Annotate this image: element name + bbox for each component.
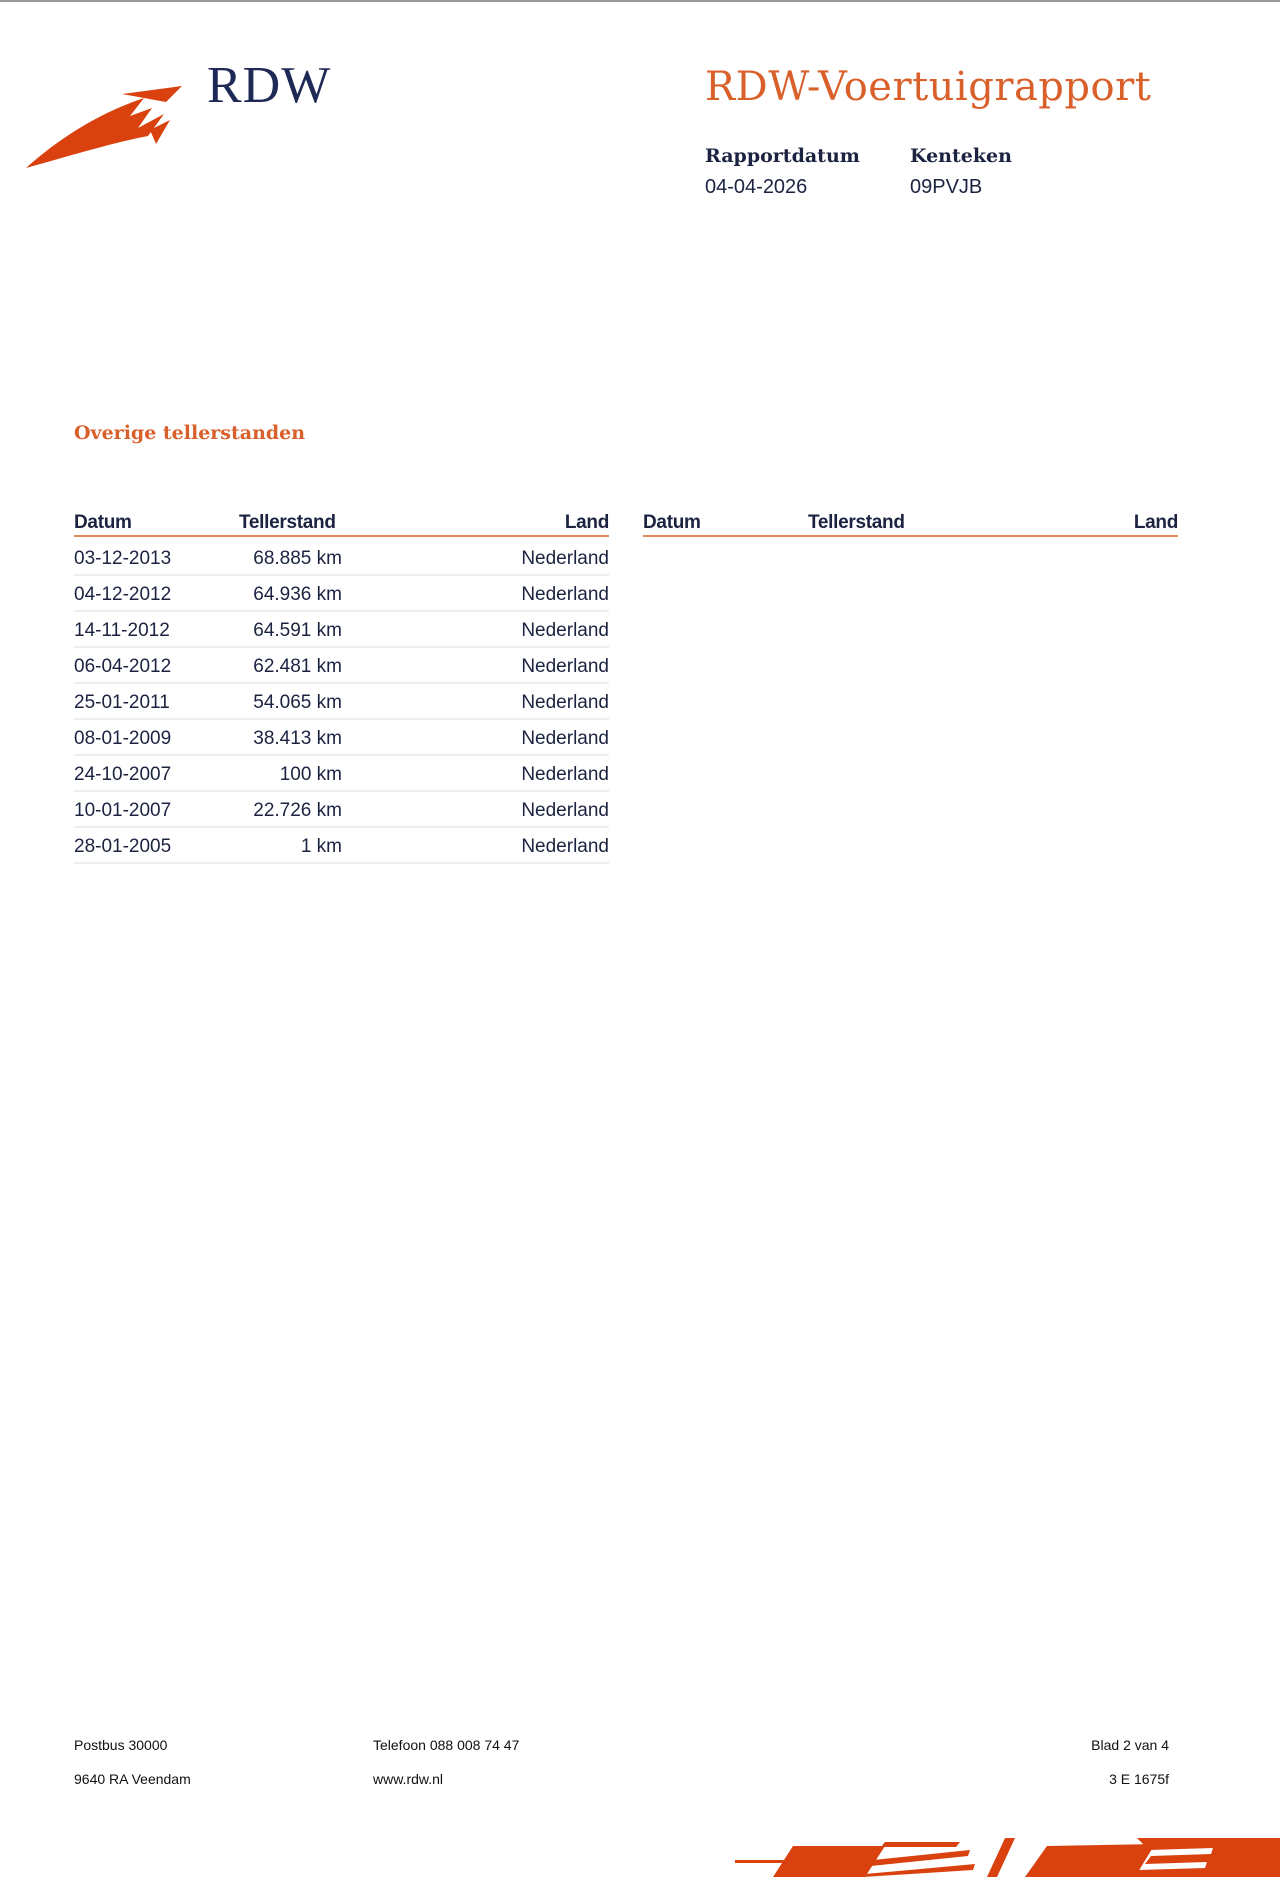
top-border	[0, 0, 1280, 2]
cell-tellerstand: 22.726 km	[253, 800, 342, 821]
plate-label: Kenteken	[910, 145, 1012, 167]
column-header-datum: Datum	[643, 512, 701, 533]
table-row	[74, 828, 609, 864]
table-header	[643, 511, 1178, 537]
cell-datum: 28-01-2005	[74, 836, 172, 857]
report-title: RDW-Voertuigrapport	[705, 64, 1152, 110]
cell-tellerstand: 64.936 km	[253, 584, 342, 605]
table-row	[74, 792, 609, 828]
table-row	[74, 540, 609, 576]
footer-address-line2: 9640 RA Veendam	[74, 1771, 191, 1787]
rdw-logo-text: RDW	[207, 57, 332, 114]
footer-address-line1: Postbus 30000	[74, 1737, 168, 1753]
column-header-tellerstand: Tellerstand	[239, 512, 336, 533]
cell-land: Nederland	[521, 584, 609, 605]
cell-tellerstand: 38.413 km	[253, 728, 342, 749]
cell-datum: 25-01-2011	[74, 692, 170, 713]
table-row	[74, 612, 609, 648]
cell-land: Nederland	[521, 836, 609, 857]
table-header	[74, 511, 609, 537]
table-row	[74, 756, 609, 792]
cell-land: Nederland	[521, 620, 609, 641]
footer-document-code: 3 E 1675f	[1109, 1771, 1169, 1787]
cell-datum: 14-11-2012	[74, 620, 170, 641]
cell-tellerstand: 62.481 km	[253, 656, 342, 677]
cell-land: Nederland	[521, 656, 609, 677]
report-date-value: 04-04-2026	[705, 176, 808, 198]
cell-datum: 04-12-2012	[74, 584, 172, 605]
report-date-label: Rapportdatum	[705, 145, 860, 167]
cell-tellerstand: 100 km	[279, 764, 342, 785]
table-row	[74, 648, 609, 684]
cell-land: Nederland	[521, 728, 609, 749]
cell-tellerstand: 1 km	[300, 836, 342, 857]
column-header-tellerstand: Tellerstand	[808, 512, 905, 533]
cell-datum: 03-12-2013	[74, 548, 172, 569]
table-body	[74, 540, 609, 864]
section-title: Overige tellerstanden	[74, 422, 306, 444]
table-row	[74, 684, 609, 720]
table-row	[74, 576, 609, 612]
cell-datum: 06-04-2012	[74, 656, 172, 677]
odometer-table-right	[643, 511, 1178, 537]
column-header-datum: Datum	[74, 512, 132, 533]
cell-datum: 10-01-2007	[74, 800, 172, 821]
odometer-table-left	[74, 511, 609, 864]
footer-stripes-decoration-icon	[735, 1838, 1280, 1877]
column-header-land: Land	[564, 512, 609, 533]
rdw-wing-logo-icon	[26, 86, 186, 172]
footer-website-link[interactable]: www.rdw.nl	[373, 1771, 444, 1787]
cell-tellerstand: 54.065 km	[253, 692, 342, 713]
cell-tellerstand: 68.885 km	[253, 548, 342, 569]
cell-datum: 08-01-2009	[74, 728, 172, 749]
footer-phone: Telefoon 088 008 74 47	[373, 1737, 520, 1753]
column-header-land: Land	[1133, 512, 1178, 533]
footer-page-number: Blad 2 van 4	[1091, 1737, 1169, 1753]
cell-datum: 24-10-2007	[74, 764, 172, 785]
table-row	[74, 720, 609, 756]
cell-land: Nederland	[521, 692, 609, 713]
cell-tellerstand: 64.591 km	[253, 620, 342, 641]
cell-land: Nederland	[521, 764, 609, 785]
cell-land: Nederland	[521, 548, 609, 569]
plate-value: 09PVJB	[910, 176, 983, 198]
cell-land: Nederland	[521, 800, 609, 821]
